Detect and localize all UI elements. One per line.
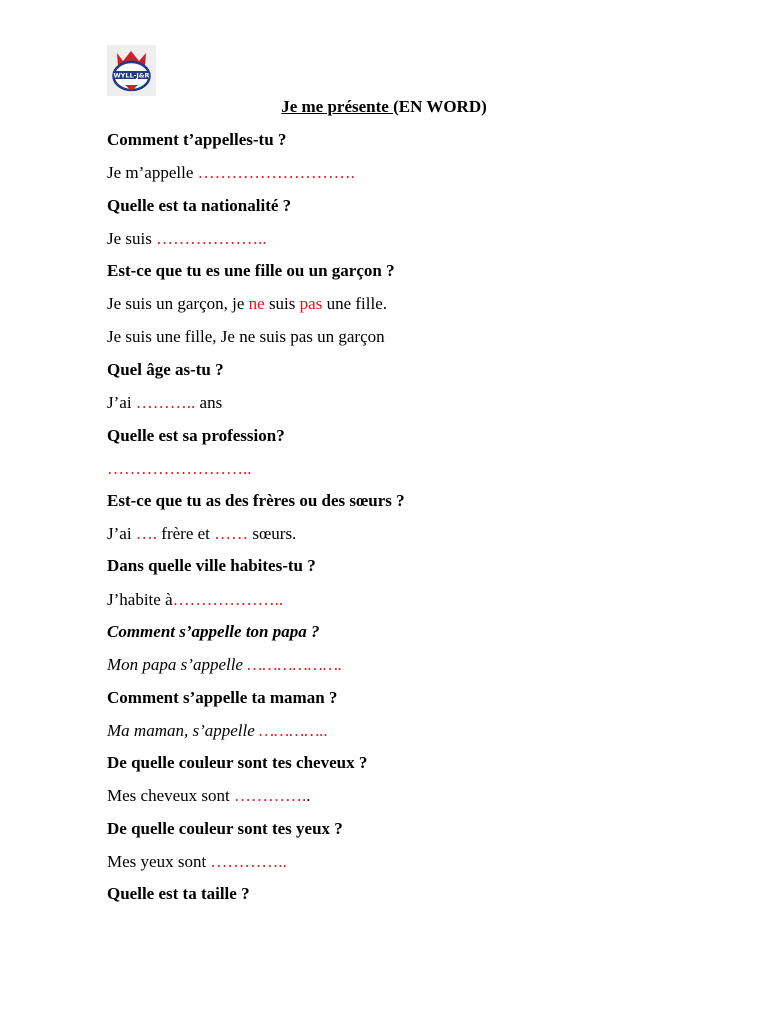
answer-blank: …………. xyxy=(234,786,307,805)
answer-text: une fille. xyxy=(322,294,387,313)
question-gender: Est-ce que tu es une fille ou un garçon ? xyxy=(107,261,395,280)
answer-text: J’ai xyxy=(107,524,136,543)
answer-text: Mes cheveux sont xyxy=(107,786,235,805)
answer-text: suis xyxy=(264,294,300,313)
question-age: Quel âge as-tu ? xyxy=(107,360,224,379)
negation-pas: pas xyxy=(299,294,323,313)
answer-nationality xyxy=(107,228,267,250)
title-suffix: (EN WORD) xyxy=(393,97,487,116)
question-eye-color: De quelle couleur sont tes yeux ? xyxy=(107,819,343,838)
answer-text: Mon papa s’appelle xyxy=(107,655,248,674)
answer-blank: ……………….. xyxy=(156,229,267,248)
answer-text: Ma maman, s’appelle xyxy=(107,721,260,740)
answer-gender-girl: Je suis une fille, Je ne suis pas un garçon xyxy=(107,327,385,346)
negation-ne: ne xyxy=(248,294,265,313)
question-hair-color: De quelle couleur sont tes cheveux ? xyxy=(107,753,368,772)
logo-text: WYLL-J&R xyxy=(113,71,150,80)
answer-blank: ………….. xyxy=(259,721,328,740)
answer-text: J’habite à xyxy=(107,590,173,609)
question-mother: Comment s’appelle ta maman ? xyxy=(107,688,338,707)
answer-siblings xyxy=(107,523,296,545)
question-father: Comment s’appelle ton papa ? xyxy=(107,622,320,641)
answer-text: . xyxy=(306,786,311,805)
answer-mother xyxy=(107,720,328,742)
question-height: Quelle est ta taille ? xyxy=(107,884,250,903)
answer-text: Je suis un garçon, je xyxy=(107,294,249,313)
answer-eye-color xyxy=(107,851,287,873)
answer-city xyxy=(107,589,283,611)
question-profession: Quelle est sa profession? xyxy=(107,426,285,445)
answer-text: Mes yeux sont xyxy=(107,852,211,871)
answer-blank: ……………….. xyxy=(172,590,284,609)
answer-hair-color xyxy=(107,785,311,807)
answer-text: sœurs. xyxy=(248,524,297,543)
question-nationality: Quelle est ta nationalité ? xyxy=(107,196,292,215)
question-name: Comment t’appelles-tu ? xyxy=(107,130,287,149)
answer-text: ans xyxy=(195,393,223,412)
question-siblings: Est-ce que tu as des frères ou des sœurs ? xyxy=(107,491,405,510)
answer-blank: ……….. xyxy=(135,393,196,412)
club-crest-logo xyxy=(107,45,156,96)
answer-text: frère et xyxy=(157,524,215,543)
answer-name xyxy=(107,162,355,184)
question-city: Dans quelle ville habites-tu ? xyxy=(107,556,316,575)
title-main: Je me présente xyxy=(281,97,394,116)
answer-blank: ………….. xyxy=(210,852,287,871)
answer-age xyxy=(107,392,222,414)
answer-gender-boy xyxy=(107,293,387,315)
answer-blank: ………………………. xyxy=(197,163,355,182)
answer-blank: …. xyxy=(135,524,158,543)
answer-text: Je suis xyxy=(107,229,157,248)
answer-profession-blank: …………………….. xyxy=(107,459,252,478)
answer-text: Je m’appelle xyxy=(107,163,198,182)
answer-blank: ………………. xyxy=(247,655,343,674)
page-title xyxy=(0,96,768,118)
answer-blank: …… xyxy=(214,524,249,543)
answer-father xyxy=(107,654,342,676)
answer-text: J’ai xyxy=(107,393,136,412)
